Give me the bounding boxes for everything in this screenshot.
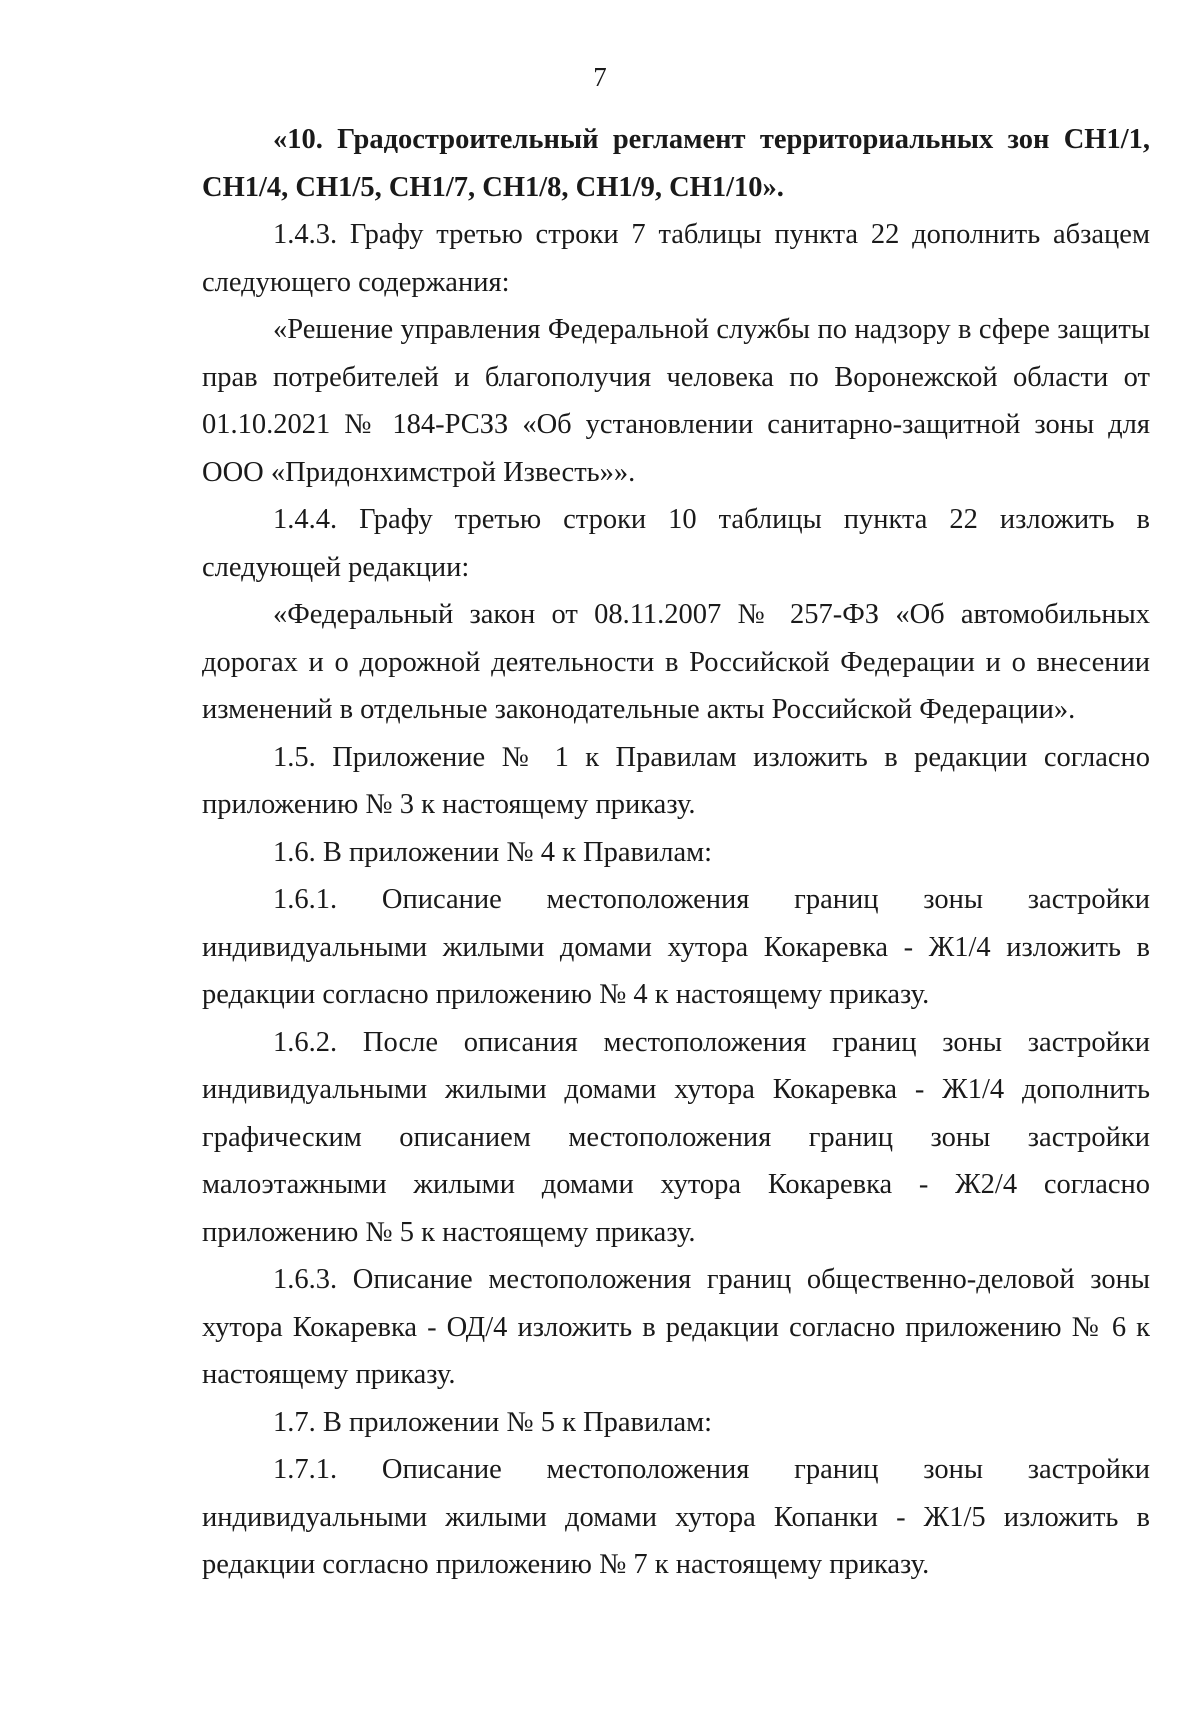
- paragraph-1-6-1: 1.6.1. Описание местоположения границ зоны застройки индивидуальными жилыми домами хутора Кокаревка - Ж1/4 изложить в редакции согласно приложению № 4 к настоящему приказу.: [202, 884, 1150, 1010]
- paragraph-1-5: 1.5. Приложение № 1 к Правилам изложить в редакции согласно приложению № 3 к настоящему приказу.: [202, 741, 1150, 820]
- paragraph-1-4-3: 1.4.3. Графу третью строки 7 таблицы пункта 22 дополнить абзацем следующего содержания:: [202, 219, 1150, 298]
- document-body: [202, 116, 1150, 1589]
- paragraph-quote-federal-law: «Федеральный закон от 08.11.2007 № 257-ФЗ «Об автомобильных дорогах и о дорожной деятельности в Российской Федерации и о внесении изменений в отдельные законодательные акты Российской Федерации».: [202, 599, 1150, 725]
- section-heading: «10. Градостроительный регламент территориальных зон СН1/1, СН1/4, СН1/5, СН1/7, СН1/8, СН1/9, СН1/10».: [202, 124, 1150, 203]
- paragraph-1-6-3: 1.6.3. Описание местоположения границ общественно-деловой зоны хутора Кокаревка - ОД/4 изложить в редакции согласно приложению № 6 к настоящему приказу.: [202, 1264, 1150, 1390]
- paragraph-1-6: 1.6. В приложении № 4 к Правилам:: [273, 836, 713, 868]
- page-number: 7: [593, 62, 607, 92]
- paragraph-1-7: 1.7. В приложении № 5 к Правилам:: [273, 1406, 713, 1438]
- paragraph-quote-decision: «Решение управления Федеральной службы по надзору в сфере защиты прав потребителей и благополучия человека по Воронежской области от 01.10.2021 № 184-РСЗЗ «Об установлении санитарно-защитной зоны для ООО «Придонхимстрой Известь»».: [202, 314, 1150, 488]
- paragraph-1-6-2: 1.6.2. После описания местоположения границ зоны застройки индивидуальными жилыми домами хутора Кокаревка - Ж1/4 дополнить графическим описанием местоположения границ зоны застройки малоэтажными жилыми домами хутора Кокаревка - Ж2/4 согласно приложению № 5 к настоящему приказу.: [202, 1026, 1150, 1248]
- paragraph-1-7-1: 1.7.1. Описание местоположения границ зоны застройки индивидуальными жилыми домами хутора Копанки - Ж1/5 изложить в редакции согласно приложению № 7 к настоящему приказу.: [202, 1454, 1150, 1580]
- paragraph-1-4-4: 1.4.4. Графу третью строки 10 таблицы пункта 22 изложить в следующей редакции:: [202, 504, 1150, 583]
